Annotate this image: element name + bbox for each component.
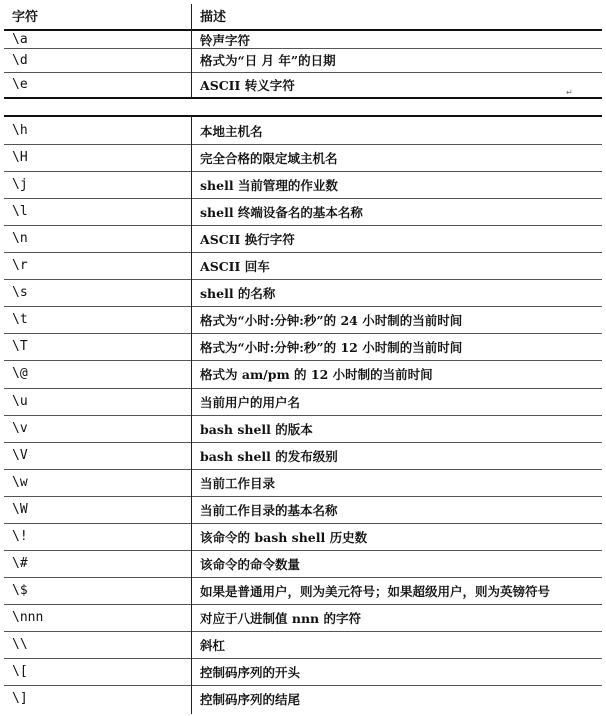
- escape-char: \W: [12, 502, 28, 517]
- escape-description: shell 当前管理的作业数: [200, 177, 338, 193]
- table-header: [4, 2, 602, 29]
- table-row: [4, 306, 602, 333]
- table-row: [4, 171, 602, 198]
- escape-description: shell 终端设备名的基本名称: [200, 204, 363, 220]
- table-row: [4, 388, 602, 415]
- escape-char: \v: [12, 421, 28, 436]
- escape-description: bash shell 的发布级别: [200, 448, 338, 464]
- escape-description: 控制码序列的开头: [200, 664, 301, 680]
- escape-description: 对应于八进制值 nnn 的字符: [200, 610, 361, 626]
- escape-description: ASCII 回车: [200, 258, 270, 274]
- escape-char: \t: [12, 312, 28, 327]
- escape-description: 铃声字符: [200, 32, 251, 48]
- table-row: [4, 252, 602, 279]
- escape-description: 格式为 am/pm 的 12 小时制的当前时间: [200, 366, 433, 382]
- escape-description: 格式为“日 月 年”的日期: [200, 53, 336, 68]
- escape-char: \h: [12, 123, 28, 138]
- table-row: [4, 496, 602, 523]
- escape-description: 如果是普通用户，则为美元符号；如果超级用户，则为英镑符号: [200, 583, 551, 599]
- table-row: [4, 442, 602, 469]
- escape-char: \V: [12, 448, 28, 463]
- escape-char: \nnn: [12, 610, 44, 625]
- escape-description: ASCII 转义字符: [200, 77, 295, 93]
- escape-description: bash shell 的版本: [200, 421, 313, 437]
- escape-char: \\: [12, 637, 28, 652]
- escape-description: ASCII 换行字符: [200, 231, 295, 247]
- escape-char: \@: [12, 366, 28, 381]
- header-rule: [4, 29, 602, 31]
- escape-char: \!: [12, 529, 28, 544]
- escape-char: \u: [12, 394, 28, 409]
- table-row: [4, 658, 602, 685]
- escape-char: \l: [12, 204, 28, 219]
- escape-char: \#: [12, 556, 28, 571]
- table-row: [4, 225, 602, 252]
- table-row: [4, 550, 602, 577]
- top-column-divider: [191, 4, 192, 98]
- table-row: [4, 198, 602, 225]
- escape-char: \e: [12, 77, 28, 92]
- header-char: 字符: [12, 10, 39, 25]
- table-row: [4, 604, 602, 631]
- table-row: [4, 685, 602, 712]
- table-row: [4, 523, 602, 550]
- main-column-divider: [191, 116, 192, 714]
- escape-char: \s: [12, 285, 28, 300]
- table-row: [4, 469, 602, 496]
- escape-char: \j: [12, 177, 28, 192]
- table-row: [4, 48, 602, 72]
- escape-description: 该命令的 bash shell 历史数: [200, 529, 368, 545]
- escape-description: 格式为“小时:分钟:秒”的 12 小时制的当前时间: [200, 339, 463, 355]
- table-row: [4, 333, 602, 360]
- table-row: [4, 72, 602, 97]
- escape-char: \H: [12, 150, 28, 165]
- escape-description: 控制码序列的结尾: [200, 691, 301, 707]
- table-row: [4, 577, 602, 604]
- cursor-mark: ↵: [566, 88, 573, 97]
- table-row: [4, 31, 602, 48]
- escape-char: \]: [12, 691, 28, 706]
- escape-description: 斜杠: [200, 637, 226, 653]
- table-row: [4, 117, 602, 144]
- table-row: [4, 631, 602, 658]
- top-table-bottom-rule: [4, 97, 602, 99]
- escape-description: 当前工作目录: [200, 475, 276, 491]
- escape-description: shell 的名称: [200, 285, 276, 301]
- escape-description: 当前用户的用户名: [200, 394, 301, 410]
- escape-char: \w: [12, 475, 28, 490]
- main-table-top-rule: [4, 115, 602, 117]
- escape-char: \[: [12, 664, 28, 679]
- escape-description: 本地主机名: [200, 123, 263, 139]
- table-row: [4, 144, 602, 171]
- escape-description: 完全合格的限定域主机名: [200, 150, 338, 166]
- table-row: [4, 279, 602, 306]
- escape-description: 该命令的命令数量: [200, 556, 301, 572]
- header-desc: 描述: [200, 10, 227, 25]
- escape-char: \a: [12, 32, 28, 47]
- escape-description: 格式为“小时:分钟:秒”的 24 小时制的当前时间: [200, 312, 463, 328]
- escape-description: 当前工作目录的基本名称: [200, 502, 338, 518]
- escape-char: \T: [12, 339, 28, 354]
- escape-char: \d: [12, 52, 28, 68]
- table-row: [4, 360, 602, 387]
- escape-char: \r: [12, 258, 28, 273]
- escape-char: \$: [12, 583, 28, 598]
- table-row: [4, 415, 602, 442]
- escape-char: \n: [12, 231, 28, 246]
